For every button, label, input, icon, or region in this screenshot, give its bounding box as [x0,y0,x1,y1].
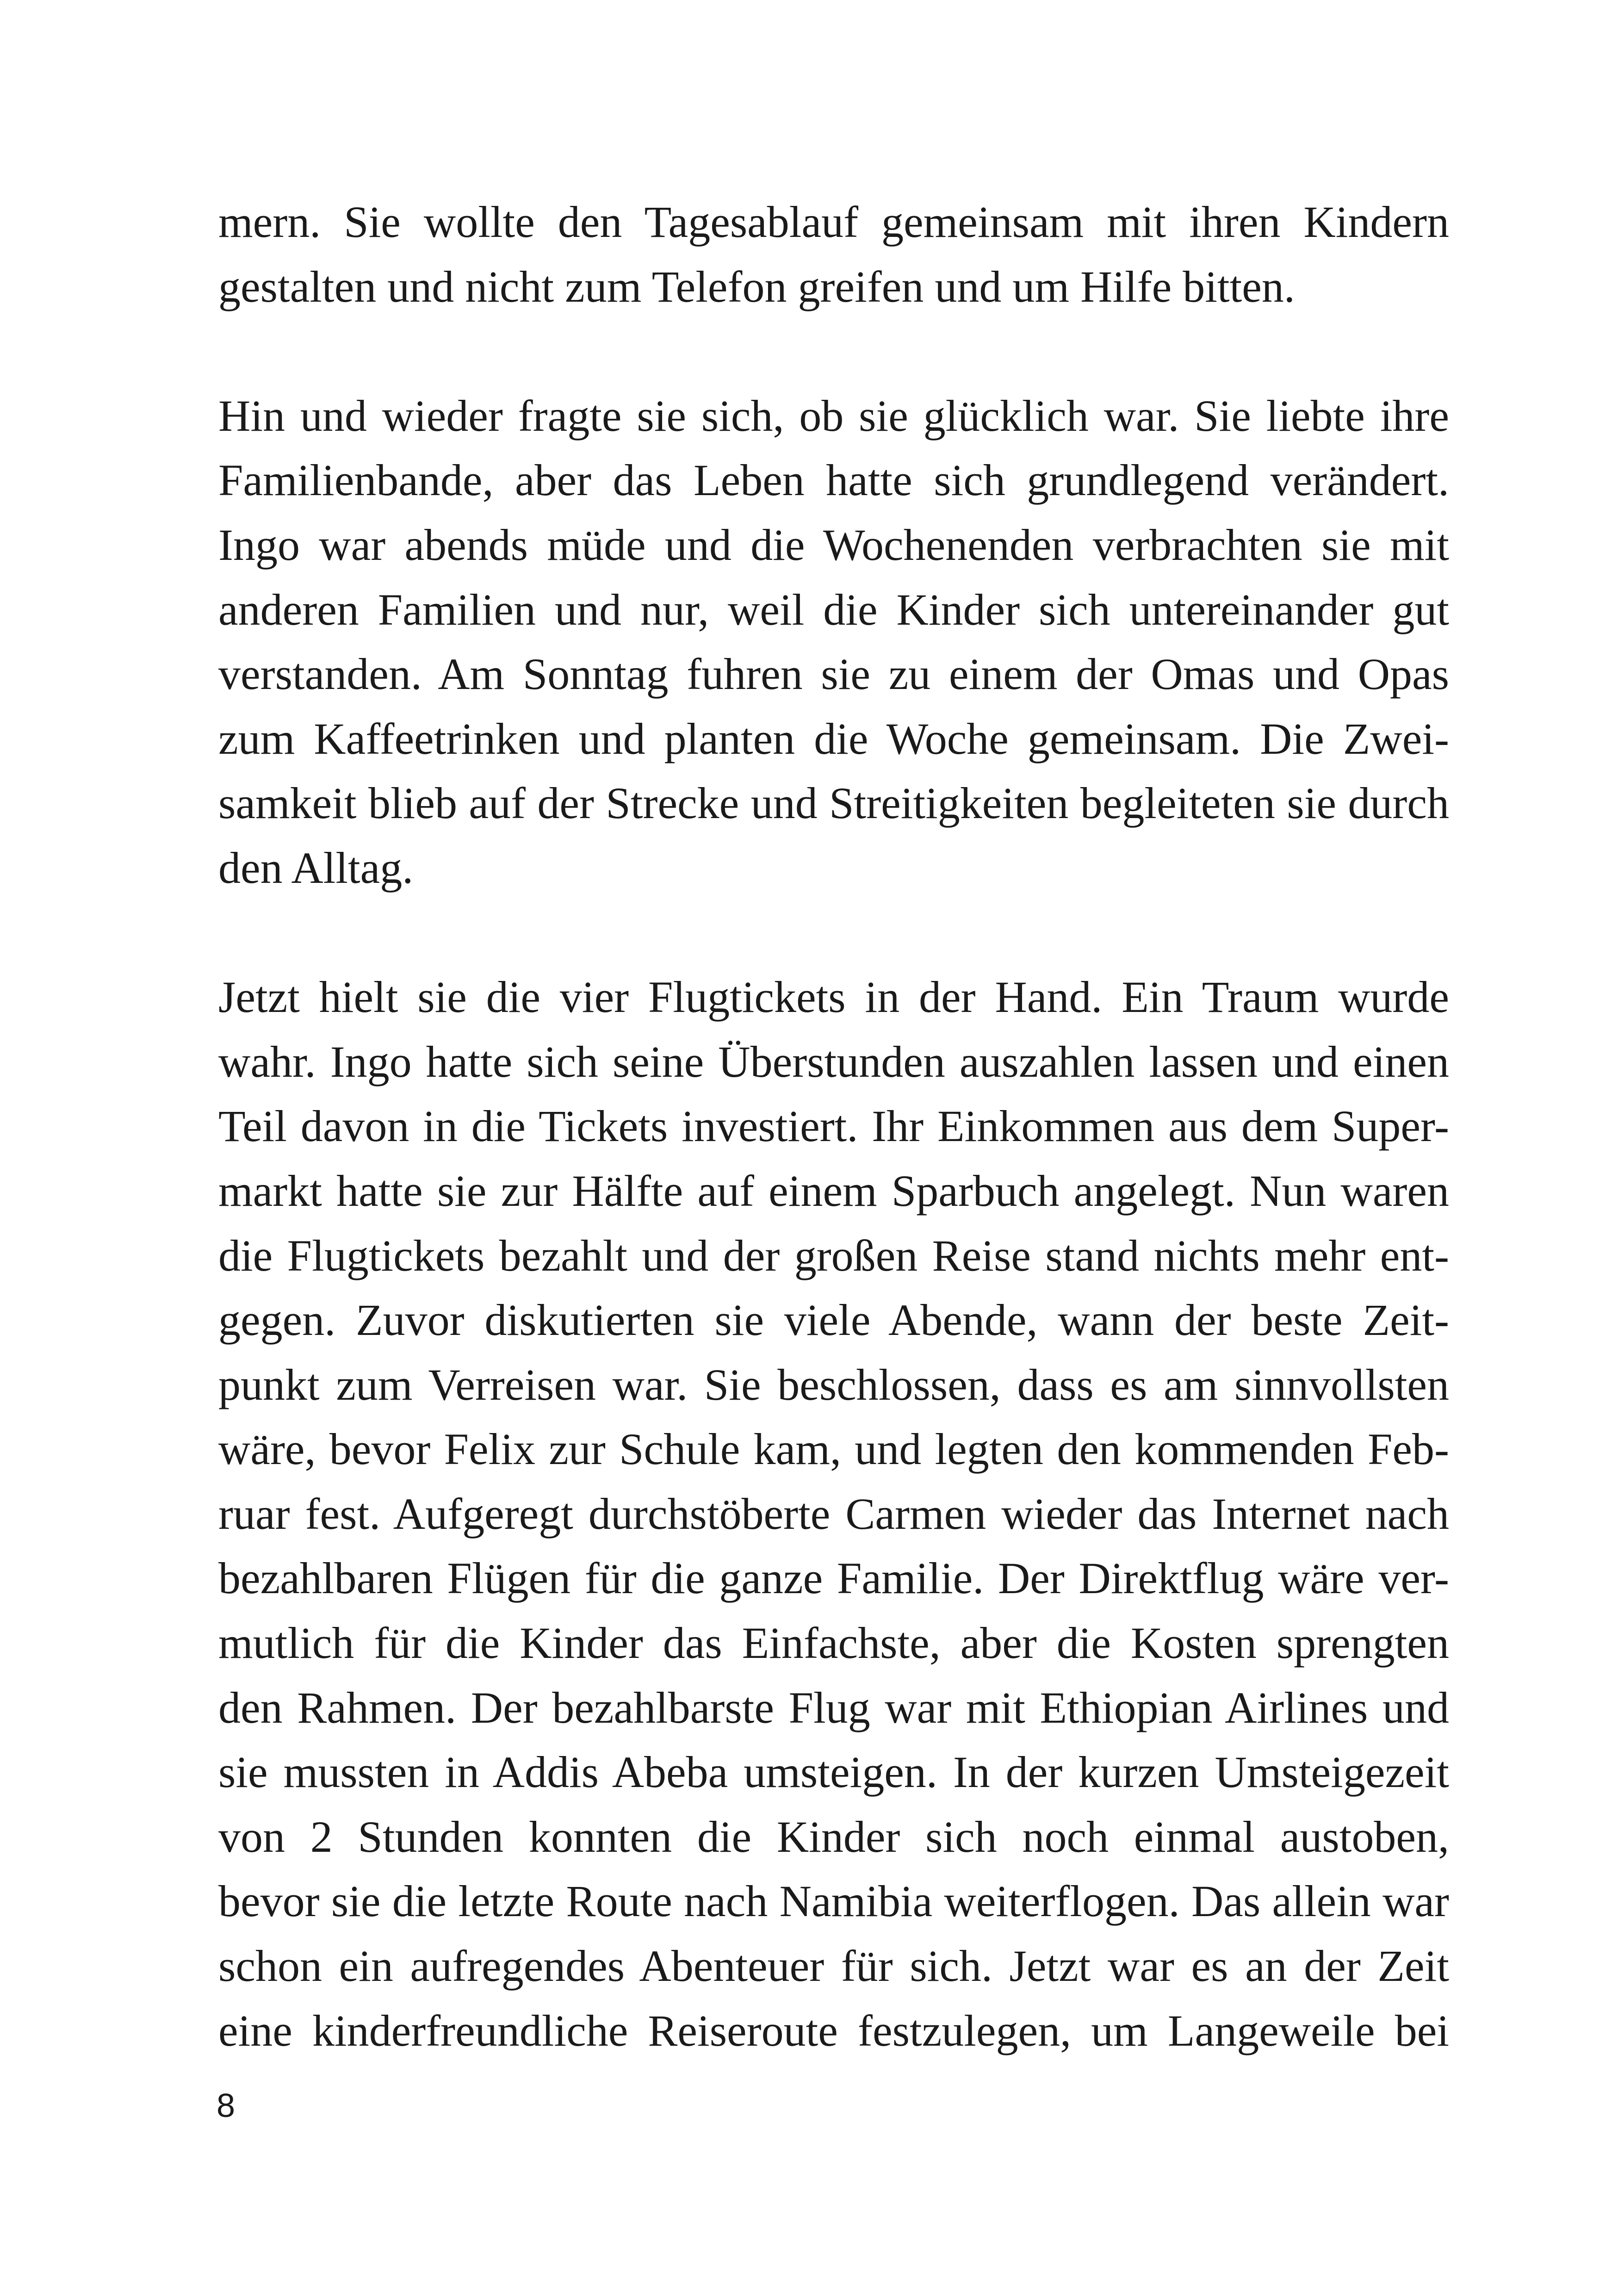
text-line: Hin und wieder fragte sie sich, ob sie glücklich war. Sie liebte ihre [218,391,1449,441]
paragraph-gap [218,319,1449,384]
text-line: mern. Sie wollte den Tagesablauf gemeinsam mit ihren Kindern [218,197,1449,247]
text-line: Ingo war abends müde und die Wochenenden verbrachten sie mit [218,520,1449,570]
text-line: ruar fest. Aufgeregt durchstöberte Carmen wieder das Internet nach [218,1489,1449,1539]
text-line: mutlich für die Kinder das Einfachste, aber die Kosten sprengten [218,1618,1449,1668]
text-line: Jetzt hielt sie die vier Flugtickets in der Hand. Ein Traum wurde [218,972,1449,1022]
paragraph [218,190,1449,319]
text-line: bezahlbaren Flügen für die ganze Familie. Der Direktflug wäre ver- [218,1553,1449,1603]
text-line: samkeit blieb auf der Strecke und Streitigkeiten begleiteten sie durch [218,778,1449,828]
paragraph-gap [218,900,1449,965]
text-line: zum Kaffeetrinken und planten die Woche gemeinsam. Die Zwei- [218,714,1449,763]
text-line: den Alltag. [218,843,414,893]
text-line: punkt zum Verreisen war. Sie beschlossen, dass es am sinnvollsten [218,1359,1449,1409]
text-line: markt hatte sie zur Hälfte auf einem Sparbuch angelegt. Nun waren [218,1166,1449,1216]
text-line: gegen. Zuvor diskutierten sie viele Abende, wann der beste Zeit- [218,1295,1449,1345]
text-line: sie mussten in Addis Abeba umsteigen. In der kurzen Umsteigezeit [218,1747,1449,1797]
text-line: wäre, bevor Felix zur Schule kam, und legten den kommenden Feb- [218,1424,1449,1474]
text-line: den Rahmen. Der bezahlbarste Flug war mit Ethiopian Airlines und [218,1682,1449,1732]
text-line: gestalten und nicht zum Telefon greifen und um Hilfe bitten. [218,261,1295,311]
text-line: bevor sie die letzte Route nach Namibia weiterflogen. Das allein war [218,1876,1449,1926]
text-line: verstanden. Am Sonntag fuhren sie zu einem der Omas und Opas [218,649,1449,699]
text-line: von 2 Stunden konnten die Kinder sich noch einmal austoben, [218,1812,1449,1862]
text-line: Teil davon in die Tickets investiert. Ihr Einkommen aus dem Super- [218,1101,1449,1151]
page-number: 8 [217,2087,236,2124]
paragraph [218,965,1449,2063]
text-line: die Flugtickets bezahlt und der großen Reise stand nichts mehr ent- [218,1230,1449,1280]
paragraph [218,384,1449,900]
text-line: anderen Familien und nur, weil die Kinder sich untereinander gut [218,584,1449,634]
text-line: wahr. Ingo hatte sich seine Überstunden auszahlen lassen und einen [218,1036,1449,1086]
text-line: schon ein aufregendes Abenteuer für sich. Jetzt war es an der Zeit [218,1941,1449,1991]
text-line: Familienbande, aber das Leben hatte sich grundlegend verändert. [218,455,1449,505]
body-text [218,190,1449,2063]
text-line: eine kinderfreundliche Reiseroute festzulegen, um Langeweile bei [218,2005,1449,2055]
